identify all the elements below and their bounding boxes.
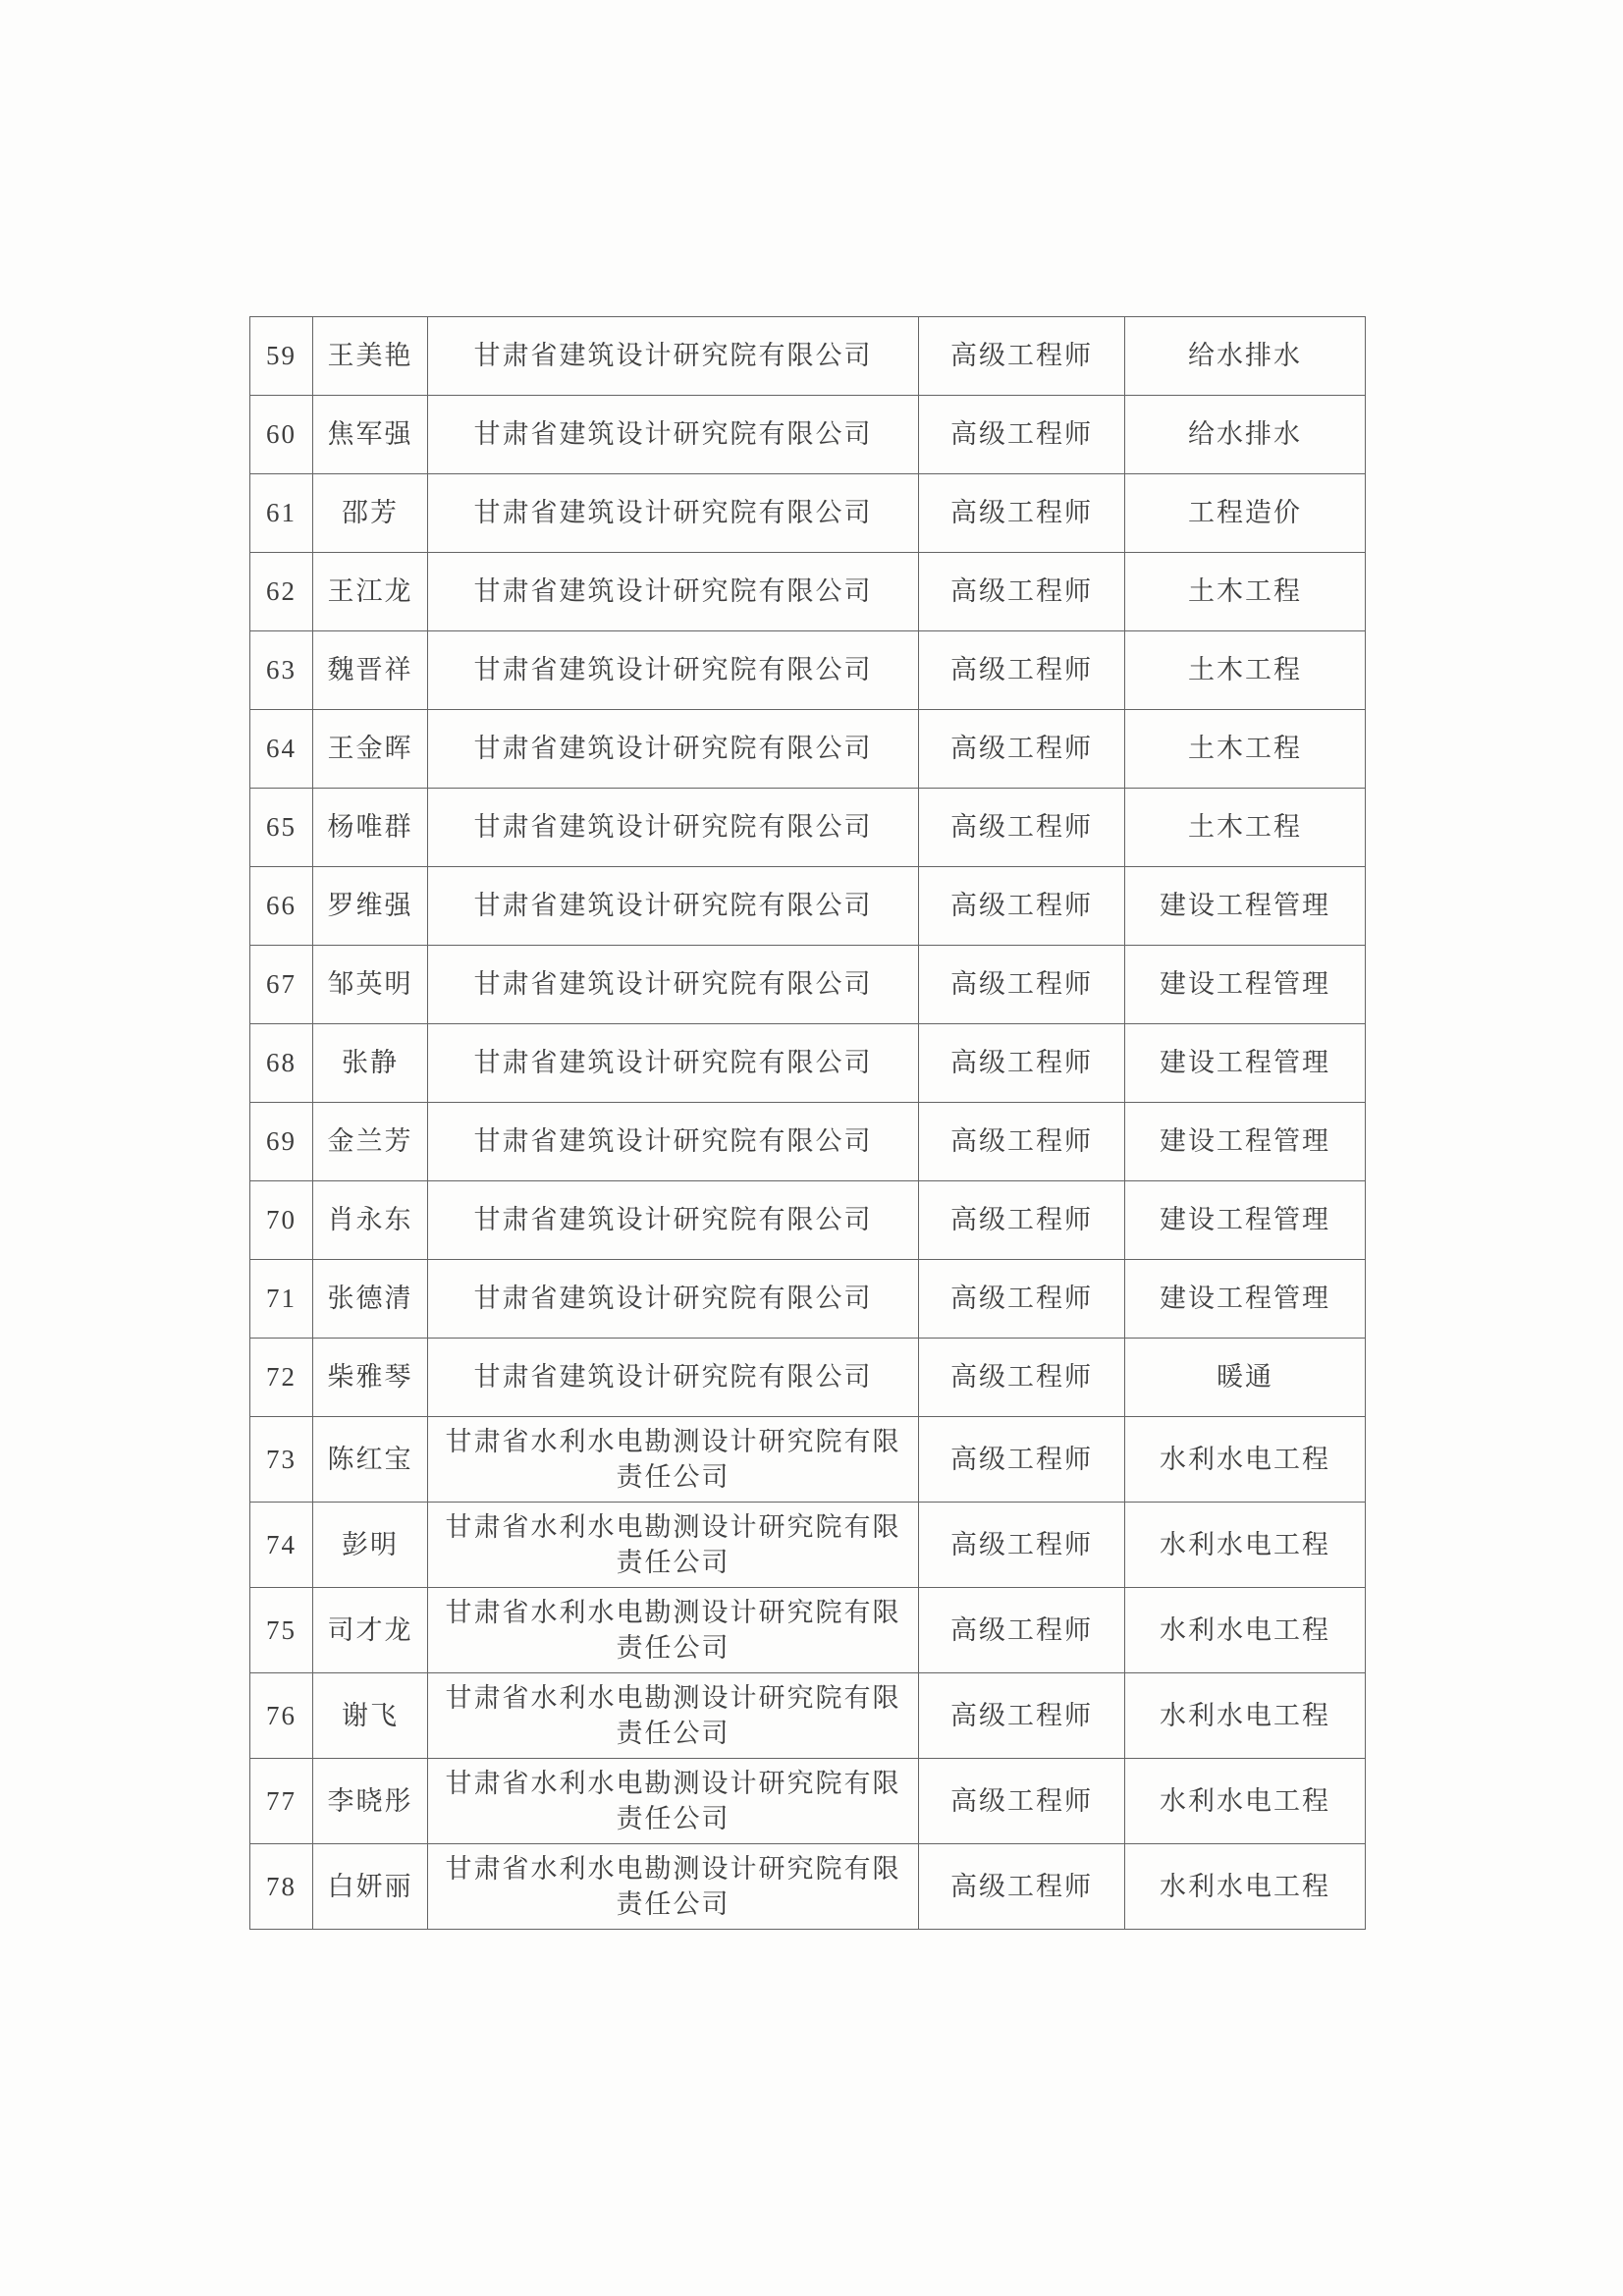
person-name-cell: 金兰芳	[313, 1103, 428, 1181]
company-cell: 甘肃省建筑设计研究院有限公司	[428, 553, 919, 631]
company-cell: 甘肃省建筑设计研究院有限公司	[428, 474, 919, 553]
specialty-cell: 建设工程管理	[1125, 1103, 1366, 1181]
table-row	[250, 553, 1366, 631]
person-name-cell: 李晓彤	[313, 1759, 428, 1844]
specialty-cell: 建设工程管理	[1125, 1024, 1366, 1103]
specialty-cell: 建设工程管理	[1125, 1260, 1366, 1339]
person-name-cell: 陈红宝	[313, 1417, 428, 1503]
table-row	[250, 1503, 1366, 1588]
job-title-cell: 高级工程师	[919, 1181, 1125, 1260]
job-title-cell: 高级工程师	[919, 396, 1125, 474]
table-row	[250, 1417, 1366, 1503]
specialty-cell: 给水排水	[1125, 317, 1366, 396]
specialty-cell: 土木工程	[1125, 631, 1366, 710]
job-title-cell: 高级工程师	[919, 1417, 1125, 1503]
specialty-cell: 给水排水	[1125, 396, 1366, 474]
company-cell: 甘肃省建筑设计研究院有限公司	[428, 789, 919, 867]
row-number-cell: 59	[250, 317, 313, 396]
row-number-cell: 77	[250, 1759, 313, 1844]
company-cell: 甘肃省水利水电勘测设计研究院有限责任公司	[428, 1588, 919, 1673]
table-row	[250, 1260, 1366, 1339]
row-number-cell: 76	[250, 1673, 313, 1759]
company-cell: 甘肃省水利水电勘测设计研究院有限责任公司	[428, 1417, 919, 1503]
company-cell: 甘肃省建筑设计研究院有限公司	[428, 396, 919, 474]
row-number-cell: 71	[250, 1260, 313, 1339]
person-name-cell: 柴雅琴	[313, 1339, 428, 1417]
person-name-cell: 谢飞	[313, 1673, 428, 1759]
row-number-cell: 70	[250, 1181, 313, 1260]
specialty-cell: 土木工程	[1125, 710, 1366, 789]
person-name-cell: 彭明	[313, 1503, 428, 1588]
specialty-cell: 土木工程	[1125, 553, 1366, 631]
person-name-cell: 魏晋祥	[313, 631, 428, 710]
person-name-cell: 张静	[313, 1024, 428, 1103]
job-title-cell: 高级工程师	[919, 1844, 1125, 1930]
table-row	[250, 946, 1366, 1024]
job-title-cell: 高级工程师	[919, 710, 1125, 789]
company-cell: 甘肃省水利水电勘测设计研究院有限责任公司	[428, 1673, 919, 1759]
job-title-cell: 高级工程师	[919, 553, 1125, 631]
table-row	[250, 1673, 1366, 1759]
table-row	[250, 1339, 1366, 1417]
row-number-cell: 78	[250, 1844, 313, 1930]
company-cell: 甘肃省建筑设计研究院有限公司	[428, 1103, 919, 1181]
company-cell: 甘肃省水利水电勘测设计研究院有限责任公司	[428, 1503, 919, 1588]
person-name-cell: 张德清	[313, 1260, 428, 1339]
job-title-cell: 高级工程师	[919, 1588, 1125, 1673]
table-row	[250, 1024, 1366, 1103]
table-row	[250, 789, 1366, 867]
table-row	[250, 1103, 1366, 1181]
person-name-cell: 司才龙	[313, 1588, 428, 1673]
job-title-cell: 高级工程师	[919, 1673, 1125, 1759]
job-title-cell: 高级工程师	[919, 1759, 1125, 1844]
job-title-cell: 高级工程师	[919, 1024, 1125, 1103]
engineers-roster-table	[249, 316, 1366, 1930]
person-name-cell: 王美艳	[313, 317, 428, 396]
person-name-cell: 杨唯群	[313, 789, 428, 867]
person-name-cell: 王江龙	[313, 553, 428, 631]
specialty-cell: 水利水电工程	[1125, 1417, 1366, 1503]
job-title-cell: 高级工程师	[919, 317, 1125, 396]
job-title-cell: 高级工程师	[919, 1503, 1125, 1588]
company-cell: 甘肃省建筑设计研究院有限公司	[428, 1260, 919, 1339]
table-row	[250, 1588, 1366, 1673]
specialty-cell: 水利水电工程	[1125, 1503, 1366, 1588]
job-title-cell: 高级工程师	[919, 1339, 1125, 1417]
table-row	[250, 1844, 1366, 1930]
row-number-cell: 74	[250, 1503, 313, 1588]
person-name-cell: 焦军强	[313, 396, 428, 474]
company-cell: 甘肃省建筑设计研究院有限公司	[428, 867, 919, 946]
company-cell: 甘肃省建筑设计研究院有限公司	[428, 631, 919, 710]
table-row	[250, 474, 1366, 553]
row-number-cell: 73	[250, 1417, 313, 1503]
row-number-cell: 75	[250, 1588, 313, 1673]
job-title-cell: 高级工程师	[919, 946, 1125, 1024]
company-cell: 甘肃省水利水电勘测设计研究院有限责任公司	[428, 1759, 919, 1844]
row-number-cell: 66	[250, 867, 313, 946]
row-number-cell: 64	[250, 710, 313, 789]
job-title-cell: 高级工程师	[919, 474, 1125, 553]
row-number-cell: 72	[250, 1339, 313, 1417]
specialty-cell: 水利水电工程	[1125, 1759, 1366, 1844]
table-row	[250, 631, 1366, 710]
row-number-cell: 61	[250, 474, 313, 553]
specialty-cell: 土木工程	[1125, 789, 1366, 867]
company-cell: 甘肃省建筑设计研究院有限公司	[428, 946, 919, 1024]
row-number-cell: 62	[250, 553, 313, 631]
job-title-cell: 高级工程师	[919, 789, 1125, 867]
specialty-cell: 建设工程管理	[1125, 1181, 1366, 1260]
person-name-cell: 邹英明	[313, 946, 428, 1024]
company-cell: 甘肃省水利水电勘测设计研究院有限责任公司	[428, 1844, 919, 1930]
row-number-cell: 63	[250, 631, 313, 710]
job-title-cell: 高级工程师	[919, 867, 1125, 946]
table-row	[250, 396, 1366, 474]
specialty-cell: 水利水电工程	[1125, 1673, 1366, 1759]
specialty-cell: 暖通	[1125, 1339, 1366, 1417]
table-row	[250, 1759, 1366, 1844]
company-cell: 甘肃省建筑设计研究院有限公司	[428, 1181, 919, 1260]
person-name-cell: 王金晖	[313, 710, 428, 789]
table-row	[250, 710, 1366, 789]
roster-table-body	[250, 317, 1366, 1930]
company-cell: 甘肃省建筑设计研究院有限公司	[428, 1024, 919, 1103]
specialty-cell: 建设工程管理	[1125, 867, 1366, 946]
table-row	[250, 317, 1366, 396]
person-name-cell: 邵芳	[313, 474, 428, 553]
company-cell: 甘肃省建筑设计研究院有限公司	[428, 710, 919, 789]
row-number-cell: 65	[250, 789, 313, 867]
row-number-cell: 67	[250, 946, 313, 1024]
row-number-cell: 60	[250, 396, 313, 474]
person-name-cell: 白妍丽	[313, 1844, 428, 1930]
specialty-cell: 水利水电工程	[1125, 1588, 1366, 1673]
specialty-cell: 水利水电工程	[1125, 1844, 1366, 1930]
company-cell: 甘肃省建筑设计研究院有限公司	[428, 317, 919, 396]
person-name-cell: 罗维强	[313, 867, 428, 946]
person-name-cell: 肖永东	[313, 1181, 428, 1260]
job-title-cell: 高级工程师	[919, 631, 1125, 710]
specialty-cell: 工程造价	[1125, 474, 1366, 553]
table-row	[250, 867, 1366, 946]
job-title-cell: 高级工程师	[919, 1103, 1125, 1181]
row-number-cell: 69	[250, 1103, 313, 1181]
job-title-cell: 高级工程师	[919, 1260, 1125, 1339]
specialty-cell: 建设工程管理	[1125, 946, 1366, 1024]
row-number-cell: 68	[250, 1024, 313, 1103]
table-row	[250, 1181, 1366, 1260]
company-cell: 甘肃省建筑设计研究院有限公司	[428, 1339, 919, 1417]
